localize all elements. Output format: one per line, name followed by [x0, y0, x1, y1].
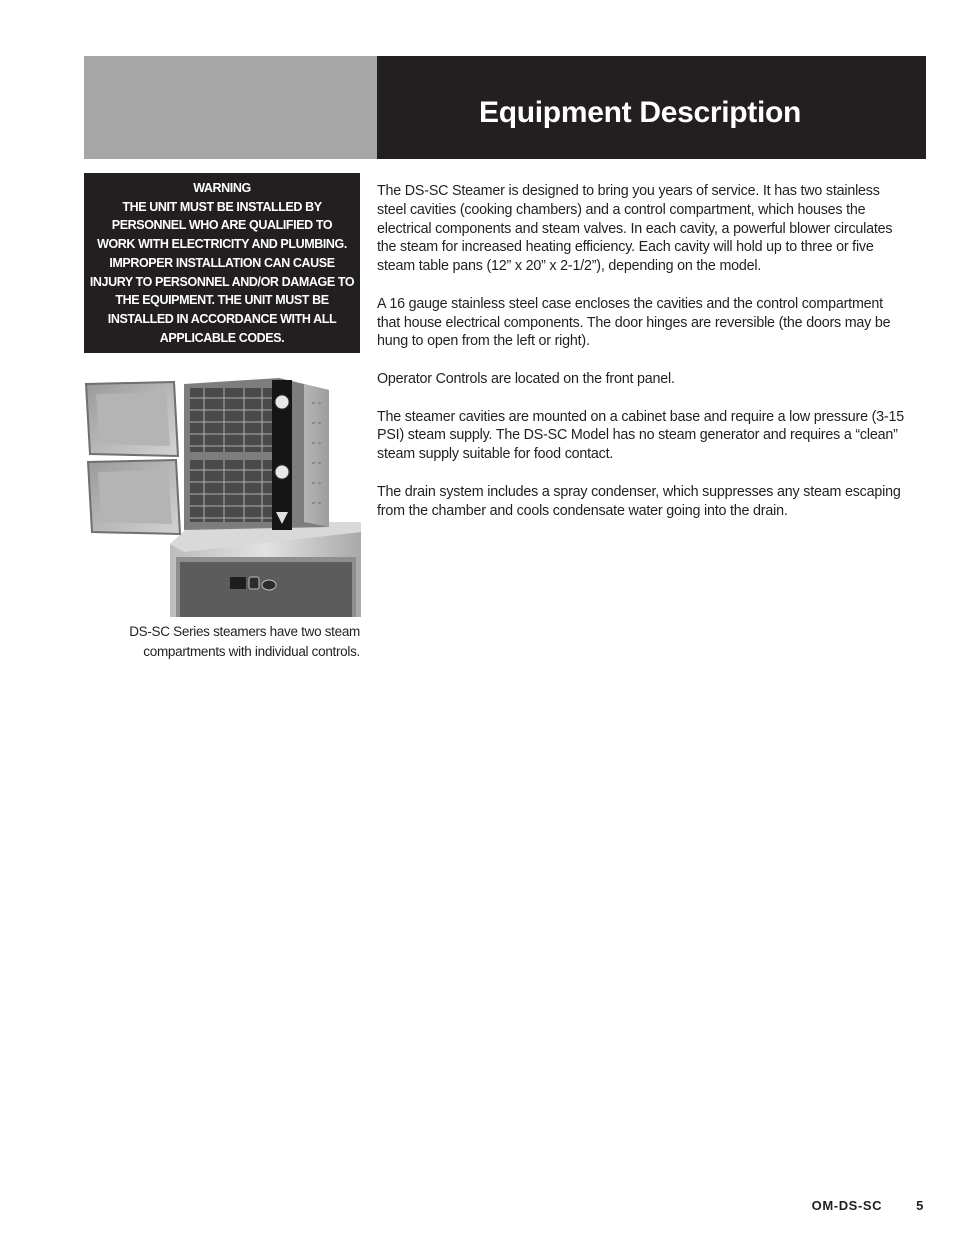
text-line: The steamer cavities are mounted on a cabinet base and require a low pressure (3-15	[377, 408, 904, 425]
warning-line: WARNING	[193, 181, 251, 195]
text-line: Operator Controls are located on the front panel.	[377, 370, 675, 387]
text-line: The DS-SC Steamer is designed to bring you years of service. It has two stainless	[377, 183, 880, 199]
description-body	[377, 182, 927, 539]
caption-line: DS-SC Series steamers have two steam	[129, 624, 360, 639]
warning-line: WORK WITH ELECTRICITY AND PLUMBING.	[97, 237, 347, 252]
photo-caption	[84, 622, 360, 662]
warning-line: INJURY TO PERSONNEL AND/OR DAMAGE TO	[89, 274, 355, 289]
text-line: hung to open from the left or right).	[377, 333, 590, 350]
text-line: steam table pans (12” x 20” x 2-1/2”), depending on the model.	[377, 258, 762, 275]
text-line: The drain system includes a spray condenser, which suppresses any steam escaping	[377, 483, 901, 500]
text-line: PSI) steam supply. The DS-SC Model has no steam generator and requires a “clean”	[377, 427, 898, 444]
paragraph	[377, 182, 927, 276]
warning-line: PERSONNEL WHO ARE QUALIFIED TO	[111, 218, 333, 233]
warning-line: INSTALLED IN ACCORDANCE WITH ALL	[107, 311, 337, 326]
text-line: the steam for increased heating efficiency. Each cavity will hold up to three or five	[377, 239, 874, 256]
header-band-gray	[84, 56, 377, 159]
text-line: A 16 gauge stainless steel case encloses the cavities and the control compartment	[377, 295, 883, 312]
text-line: from the chamber and cools condensate water going into the drain.	[377, 502, 788, 519]
warning-line: IMPROPER INSTALLATION CAN CAUSE	[109, 255, 335, 270]
doc-code: OM-DS-SC	[811, 1198, 883, 1213]
text-line: steam supply suitable for food contact.	[377, 446, 614, 463]
text-line: that house electrical components. The door hinges are reversible (the doors may be	[377, 314, 891, 331]
warning-box	[84, 173, 360, 353]
caption-line: compartments with individual controls.	[143, 644, 360, 659]
paragraph	[377, 370, 927, 389]
header-band-dark	[377, 56, 926, 159]
paragraph	[377, 408, 927, 464]
page-number: 5	[916, 1198, 924, 1213]
paragraph	[377, 483, 927, 521]
warning-line: THE UNIT MUST BE INSTALLED BY	[122, 199, 322, 214]
warning-line: THE EQUIPMENT. THE UNIT MUST BE	[115, 293, 329, 308]
page-title: Equipment Description	[479, 96, 802, 129]
page-footer	[812, 1198, 924, 1213]
paragraph	[377, 295, 927, 351]
text-line: electrical components and steam valves. In each cavity, a powerful blower circulates	[377, 220, 893, 237]
steamer-photo-icon	[84, 372, 361, 617]
warning-line: APPLICABLE CODES.	[159, 330, 285, 345]
text-line: steel cavities (cooking chambers) and a control compartment, which houses the	[377, 201, 866, 218]
